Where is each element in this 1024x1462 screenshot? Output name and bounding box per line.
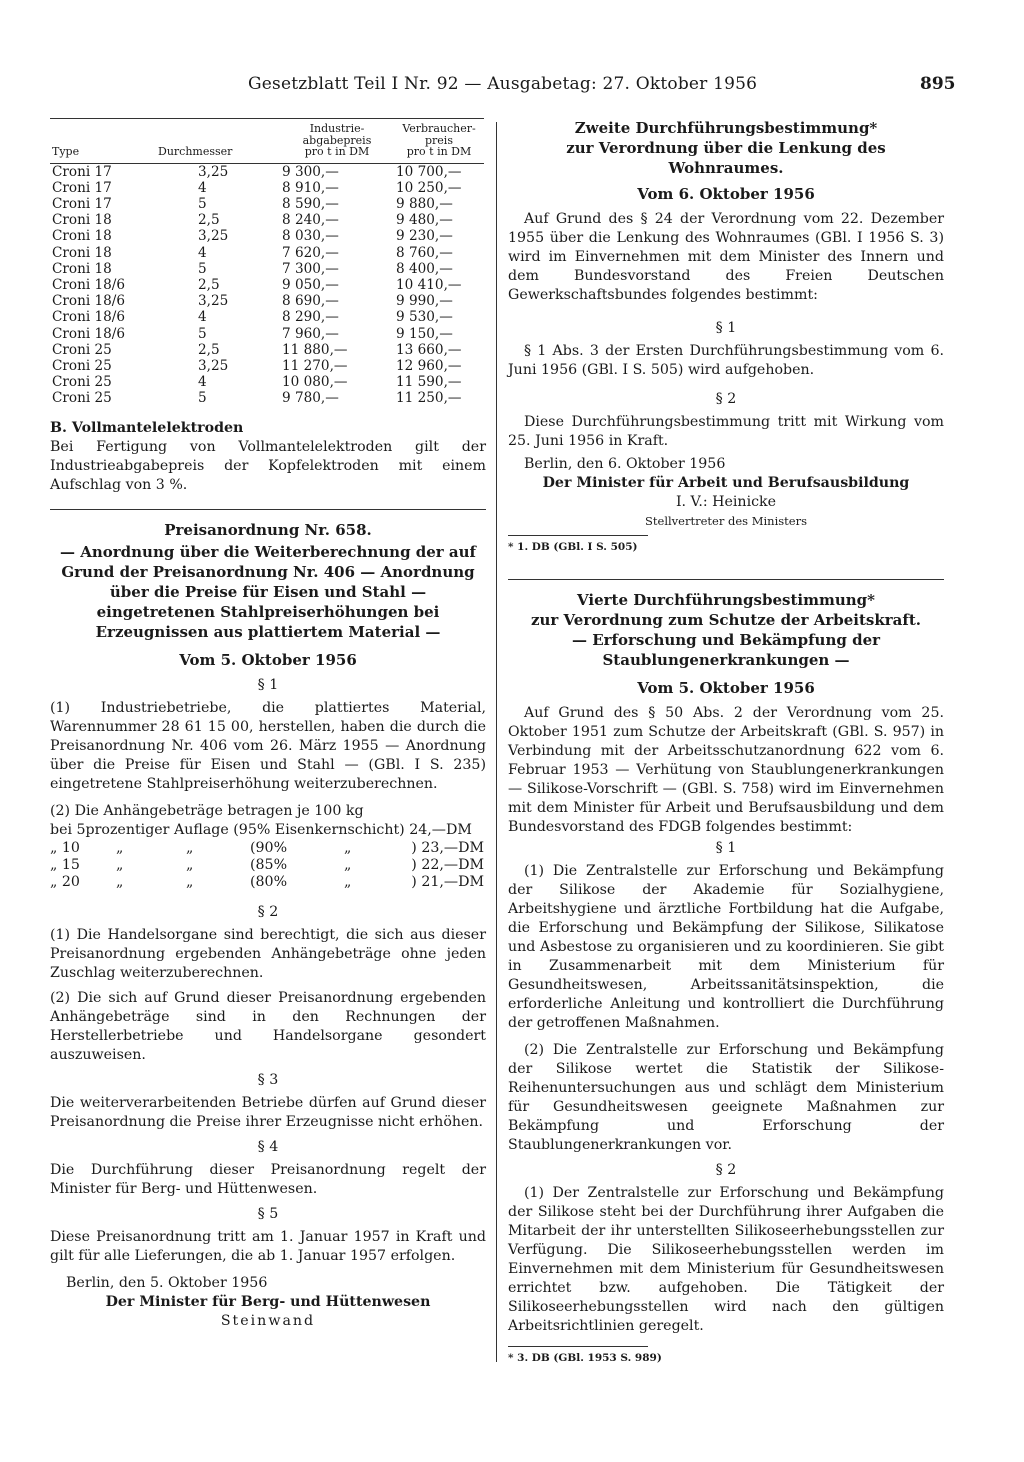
cell-consumer-price: 9 230,— xyxy=(396,228,453,245)
cell-consumer-price: 9 880,— xyxy=(396,195,453,212)
cell-type: Croni 17 xyxy=(52,163,112,180)
table-row xyxy=(50,857,484,874)
cell-industry-price: 8 290,— xyxy=(282,309,339,326)
zweite-title-2: zur Verordnung über die Lenkung des Wohnraumes. xyxy=(566,139,886,177)
table-row xyxy=(50,293,484,309)
pa658-title-number: Preisanordnung Nr. 658. xyxy=(164,520,372,539)
col-header-industry-line2: abgabepreis xyxy=(302,133,372,147)
left-column xyxy=(50,118,486,1331)
vierte-title-1: Vierte Durchführungsbestimmung* xyxy=(577,591,875,609)
auflage-pct: „ 10 xyxy=(50,839,80,856)
price-table-header xyxy=(50,119,484,164)
cell-industry-price: 8 690,— xyxy=(282,293,339,310)
col-header-consumer-line2: preis xyxy=(425,133,453,147)
pa658-title-text: — Anordnung über die Weiterberechnung der auf Grund der Preisanordnung Nr. 406 — Anordnung über die Preise für Eisen und Stahl — eingetretenen Stahlpreiserhöhungen bei Erzeugnissen aus plattiertem Material — xyxy=(59,542,477,641)
cell-diameter: 5 xyxy=(198,260,207,277)
ditto-mark: „ xyxy=(344,839,352,856)
pa658-s5-p: Diese Preisanordnung tritt am 1. Januar 1957 in Kraft und gilt für alle Lieferungen, die ab 1. Januar 1957 erfolgen. xyxy=(50,1228,486,1264)
zweite-iv: I. V.: Heinicke xyxy=(675,494,777,510)
pa658-s3-p: Die weiterverarbeitenden Betriebe dürfen auf Grund dieser Preisanordnung die Preise ihrer Erzeugnisse nicht erhöhen. xyxy=(50,1094,486,1130)
cell-type: Croni 25 xyxy=(52,390,112,407)
zweite-s1-p: § 1 Abs. 3 der Ersten Durchführungsbestimmung vom 6. Juni 1956 (GBl. I S. 505) wird aufgehoben. xyxy=(508,343,944,378)
cell-type: Croni 18/6 xyxy=(52,309,126,326)
cell-industry-price: 8 590,— xyxy=(282,195,339,212)
ditto-mark: „ xyxy=(186,856,194,873)
table-row xyxy=(50,196,484,212)
pa658-section-4: § 4 xyxy=(257,1138,279,1155)
vierte-section-1: § 1 xyxy=(715,840,737,856)
auflage-kern: (90% xyxy=(250,839,288,856)
col-header-consumer-line1: Verbraucher- xyxy=(402,122,476,135)
cell-industry-price: 10 080,— xyxy=(282,374,348,391)
zweite-role: Stellvertreter des Ministers xyxy=(645,514,807,528)
cell-industry-price: 7 300,— xyxy=(282,260,339,277)
pa658-s1-p2-intro: (2) Die Anhängebeträge betragen je 100 kg xyxy=(50,802,364,819)
pa658-section-3: § 3 xyxy=(257,1071,279,1088)
auflage-amount: ) 21,—DM xyxy=(411,873,484,890)
footnote-rule xyxy=(508,1346,648,1347)
column-divider xyxy=(496,122,497,1362)
cell-consumer-price: 13 660,— xyxy=(396,341,462,358)
cell-diameter: 3,25 xyxy=(198,163,229,180)
cell-diameter: 5 xyxy=(198,390,207,407)
table-row xyxy=(50,261,484,277)
cell-industry-price: 7 960,— xyxy=(282,325,339,342)
ditto-mark: „ xyxy=(186,839,194,856)
cell-consumer-price: 11 590,— xyxy=(396,374,462,391)
table-row xyxy=(50,390,484,406)
price-table-body xyxy=(50,163,484,407)
cell-diameter: 4 xyxy=(198,244,207,261)
pa658-signer: Steinwand xyxy=(220,1312,316,1329)
cell-type: Croni 17 xyxy=(52,179,112,196)
ditto-mark: „ xyxy=(116,839,124,856)
table-row xyxy=(50,277,484,293)
cell-diameter: 2,5 xyxy=(198,276,220,293)
zweite-intro: Auf Grund des § 24 der Verordnung vom 22. Dezember 1955 über die Lenkung des Wohnraumes (GBl. I 1956 S. 3) wird im Einvernehmen mit dem Minister des Innern und dem Bundesvorstand des Freien Deutschen Gewerkschaftsbundes folgendes bestimmt: xyxy=(508,211,944,303)
pa658-date: Vom 5. Oktober 1956 xyxy=(179,650,357,669)
cell-consumer-price: 9 150,— xyxy=(396,325,453,342)
cell-industry-price: 11 270,— xyxy=(282,357,348,374)
page-number: 895 xyxy=(920,74,956,94)
table-row xyxy=(50,840,484,857)
page-header xyxy=(0,74,1024,104)
pa658-place-date: Berlin, den 5. Oktober 1956 xyxy=(66,1274,268,1291)
table-row xyxy=(50,342,484,358)
cell-industry-price: 8 030,— xyxy=(282,228,339,245)
cell-type: Croni 18 xyxy=(52,244,112,261)
table-row xyxy=(50,245,484,261)
cell-type: Croni 18 xyxy=(52,228,112,245)
cell-diameter: 4 xyxy=(198,179,207,196)
section-rule xyxy=(508,579,944,580)
cell-diameter: 2,5 xyxy=(198,341,220,358)
auflage-kern: (85% xyxy=(250,856,288,873)
cell-diameter: 3,25 xyxy=(198,228,229,245)
cell-industry-price: 7 620,— xyxy=(282,244,339,261)
vierte-title-2: zur Verordnung zum Schutze der Arbeitskraft. xyxy=(530,611,921,629)
ditto-mark: „ xyxy=(344,873,352,890)
auflage-kern: (80% xyxy=(250,873,288,890)
pa658-section-2: § 2 xyxy=(257,903,279,920)
table-row xyxy=(50,358,484,374)
pa658-section-5: § 5 xyxy=(257,1205,279,1222)
col-header-type: Type xyxy=(52,145,80,158)
vollmantel-text: Bei Fertigung von Vollmantelelektroden gilt der Industrieabgabepreis der Kopfelektroden mit einem Aufschlag von 3 %. xyxy=(50,438,486,493)
cell-industry-price: 8 240,— xyxy=(282,212,339,229)
cell-type: Croni 18/6 xyxy=(52,276,126,293)
vierte-intro: Auf Grund des § 50 Abs. 2 der Verordnung vom 25. Oktober 1951 zum Schutze der Arbeitskraft (GBl. S. 957) in Verbindung mit der Arbeitsschutzanordnung 622 vom 6. Februar 1953 — Verhütung von Staublungenerkrankungen — Silikose-Vorschrift — (GBl. S. 758) wird im Einvernehmen mit dem Minister für Arbeit und Berufsausbildung und dem Bundesvorstand des FDGB folgendes bestimmt: xyxy=(508,705,944,835)
pa658-minister: Der Minister für Berg- und Hüttenwesen xyxy=(105,1293,431,1310)
vollmantel-heading: B. Vollmantelelektroden xyxy=(50,419,244,436)
cell-type: Croni 18/6 xyxy=(52,325,126,342)
pa658-s2-p2: (2) Die sich auf Grund dieser Preisanordnung ergebenden Anhängebeträge sind in den Rechnungen der Herstellerbetriebe und Handelsorgane gesondert auszuweisen. xyxy=(50,989,486,1063)
cell-consumer-price: 8 400,— xyxy=(396,260,453,277)
col-header-industry xyxy=(280,119,394,164)
pa658-s1-p2-rate: bei 5prozentiger Auflage (95% Eisenkernschicht) 24,—DM xyxy=(50,821,472,838)
col-header-diameter: Durchmesser xyxy=(158,145,233,158)
zweite-s2-p: Diese Durchführungsbestimmung tritt mit Wirkung vom 25. Juni 1956 in Kraft. xyxy=(508,414,944,449)
auflage-pct: „ 15 xyxy=(50,856,80,873)
zweite-title-1: Zweite Durchführungsbestimmung* xyxy=(574,119,878,137)
vierte-date: Vom 5. Oktober 1956 xyxy=(637,679,815,697)
right-column xyxy=(508,118,944,1368)
cell-type: Croni 18 xyxy=(52,212,112,229)
cell-consumer-price: 10 700,— xyxy=(396,163,462,180)
cell-diameter: 3,25 xyxy=(198,357,229,374)
table-row xyxy=(50,212,484,228)
header-title: Gesetzblatt Teil I Nr. 92 — Ausgabetag: 27. Oktober 1956 xyxy=(248,74,758,94)
table-row xyxy=(50,374,484,390)
cell-industry-price: 9 780,— xyxy=(282,390,339,407)
zweite-section-1: § 1 xyxy=(715,320,737,336)
cell-type: Croni 18 xyxy=(52,260,112,277)
cell-consumer-price: 8 760,— xyxy=(396,244,453,261)
auflage-amount: ) 22,—DM xyxy=(411,856,484,873)
table-row xyxy=(50,163,484,180)
cell-consumer-price: 10 250,— xyxy=(396,179,462,196)
cell-type: Croni 25 xyxy=(52,374,112,391)
table-row xyxy=(50,228,484,244)
vierte-section-2: § 2 xyxy=(715,1162,737,1178)
zweite-place-date: Berlin, den 6. Oktober 1956 xyxy=(524,456,726,472)
ditto-mark: „ xyxy=(186,873,194,890)
cell-diameter: 3,25 xyxy=(198,293,229,310)
ditto-mark: „ xyxy=(116,873,124,890)
ditto-mark: „ xyxy=(116,856,124,873)
col-header-industry-line1: Industrie- xyxy=(309,122,365,135)
col-header-industry-line3: pro t in DM xyxy=(304,145,370,158)
table-row xyxy=(50,874,484,891)
table-row xyxy=(50,309,484,325)
cell-industry-price: 11 880,— xyxy=(282,341,348,358)
auflage-pct: „ 20 xyxy=(50,873,80,890)
vierte-title-3: — Erforschung und Bekämpfung der Staublungenerkrankungen — xyxy=(571,631,881,669)
cell-consumer-price: 11 250,— xyxy=(396,390,462,407)
cell-type: Croni 18/6 xyxy=(52,293,126,310)
zweite-footnote: * 1. DB (GBl. I S. 505) xyxy=(508,541,638,553)
cell-industry-price: 9 300,— xyxy=(282,163,339,180)
pa658-s2-p1: (1) Die Handelsorgane sind berechtigt, die sich aus dieser Preisanordnung ergebenden Anhängebeträge ohne jeden Zuschlag weiterzuberechnen. xyxy=(50,926,486,981)
vierte-s1-p2: (2) Die Zentralstelle zur Erforschung und Bekämpfung der Silikose wertet die Statistik der Silikose-Reihenuntersuchungen aus und schlägt dem Ministerium für Gesundheitswesen geeignete Maßnahmen zur Bekämpfung und Erforschung der Staublungenerkrankungen vor. xyxy=(508,1042,944,1153)
col-header-consumer xyxy=(394,119,484,164)
cell-type: Croni 25 xyxy=(52,357,112,374)
cell-consumer-price: 10 410,— xyxy=(396,276,462,293)
cell-industry-price: 9 050,— xyxy=(282,276,339,293)
zweite-minister: Der Minister für Arbeit und Berufsausbildung xyxy=(542,475,910,491)
pa658-s1-p1: (1) Industriebetriebe, die plattiertes Material, Warennummer 28 61 15 00, herstellen, haben die durch die Preisanordnung Nr. 406 vom 26. März 1955 — Anordnung über die Preise für Eisen und Stahl — (GBl. I S. 235) eingetretene Stahlpreiserhöhung weiterzuberechnen. xyxy=(50,699,486,792)
pa658-section-1: § 1 xyxy=(257,676,279,693)
section-rule xyxy=(50,509,486,510)
price-table xyxy=(50,118,484,407)
cell-diameter: 4 xyxy=(198,374,207,391)
cell-consumer-price: 9 480,— xyxy=(396,212,453,229)
cell-diameter: 5 xyxy=(198,195,207,212)
col-header-consumer-line3: pro t in DM xyxy=(406,145,472,158)
cell-diameter: 5 xyxy=(198,325,207,342)
cell-consumer-price: 9 530,— xyxy=(396,309,453,326)
cell-consumer-price: 9 990,— xyxy=(396,293,453,310)
cell-industry-price: 8 910,— xyxy=(282,179,339,196)
pa658-s4-p: Die Durchführung dieser Preisanordnung regelt der Minister für Berg- und Hüttenwesen. xyxy=(50,1161,486,1197)
footnote-rule xyxy=(508,535,648,536)
auflage-amount: ) 23,—DM xyxy=(411,839,484,856)
vierte-s2-p1: (1) Der Zentralstelle zur Erforschung und Bekämpfung der Silikose steht bei der Durchführung ihrer Aufgaben die Mitarbeit der ihr unterstellten Silikoseerhebungsstellen zur Verfügung. Die Silikoseerhebungsstellen werden im Einvernehmen mit dem Ministerium für Gesundheitswesen errichtet bzw. aufgehoben. Die Tätigkeit der Silikoseerhebungsstellen wird nach den gültigen Arbeitsrichtlinien geregelt. xyxy=(508,1185,944,1334)
table-row xyxy=(50,326,484,342)
vierte-s1-p1: (1) Die Zentralstelle zur Erforschung und Bekämpfung der Silikose der Akademie für Sozialhygiene, Arbeitshygiene und ärztliche Fortbildung hat die Aufgabe, die Erforschung und Bekämpfung der Silikose, Silikatose und Asbestose zu organisieren und zu koordinieren. Sie gibt in Zusammenarbeit mit dem Ministerium für Gesundheitswesen, Arbeitssanitätsinspektion, die erforderliche Anleitung und kontrolliert die Durchführung der getroffenen Maßnahmen. xyxy=(508,863,944,1031)
ditto-mark: „ xyxy=(344,856,352,873)
vierte-footnote: * 3. DB (GBl. 1953 S. 989) xyxy=(508,1352,662,1364)
auflage-table xyxy=(50,840,484,891)
cell-consumer-price: 12 960,— xyxy=(396,357,462,374)
zweite-section-2: § 2 xyxy=(715,391,737,407)
cell-type: Croni 25 xyxy=(52,341,112,358)
zweite-date: Vom 6. Oktober 1956 xyxy=(637,185,815,203)
cell-type: Croni 17 xyxy=(52,195,112,212)
table-row xyxy=(50,180,484,196)
cell-diameter: 2,5 xyxy=(198,212,220,229)
cell-diameter: 4 xyxy=(198,309,207,326)
